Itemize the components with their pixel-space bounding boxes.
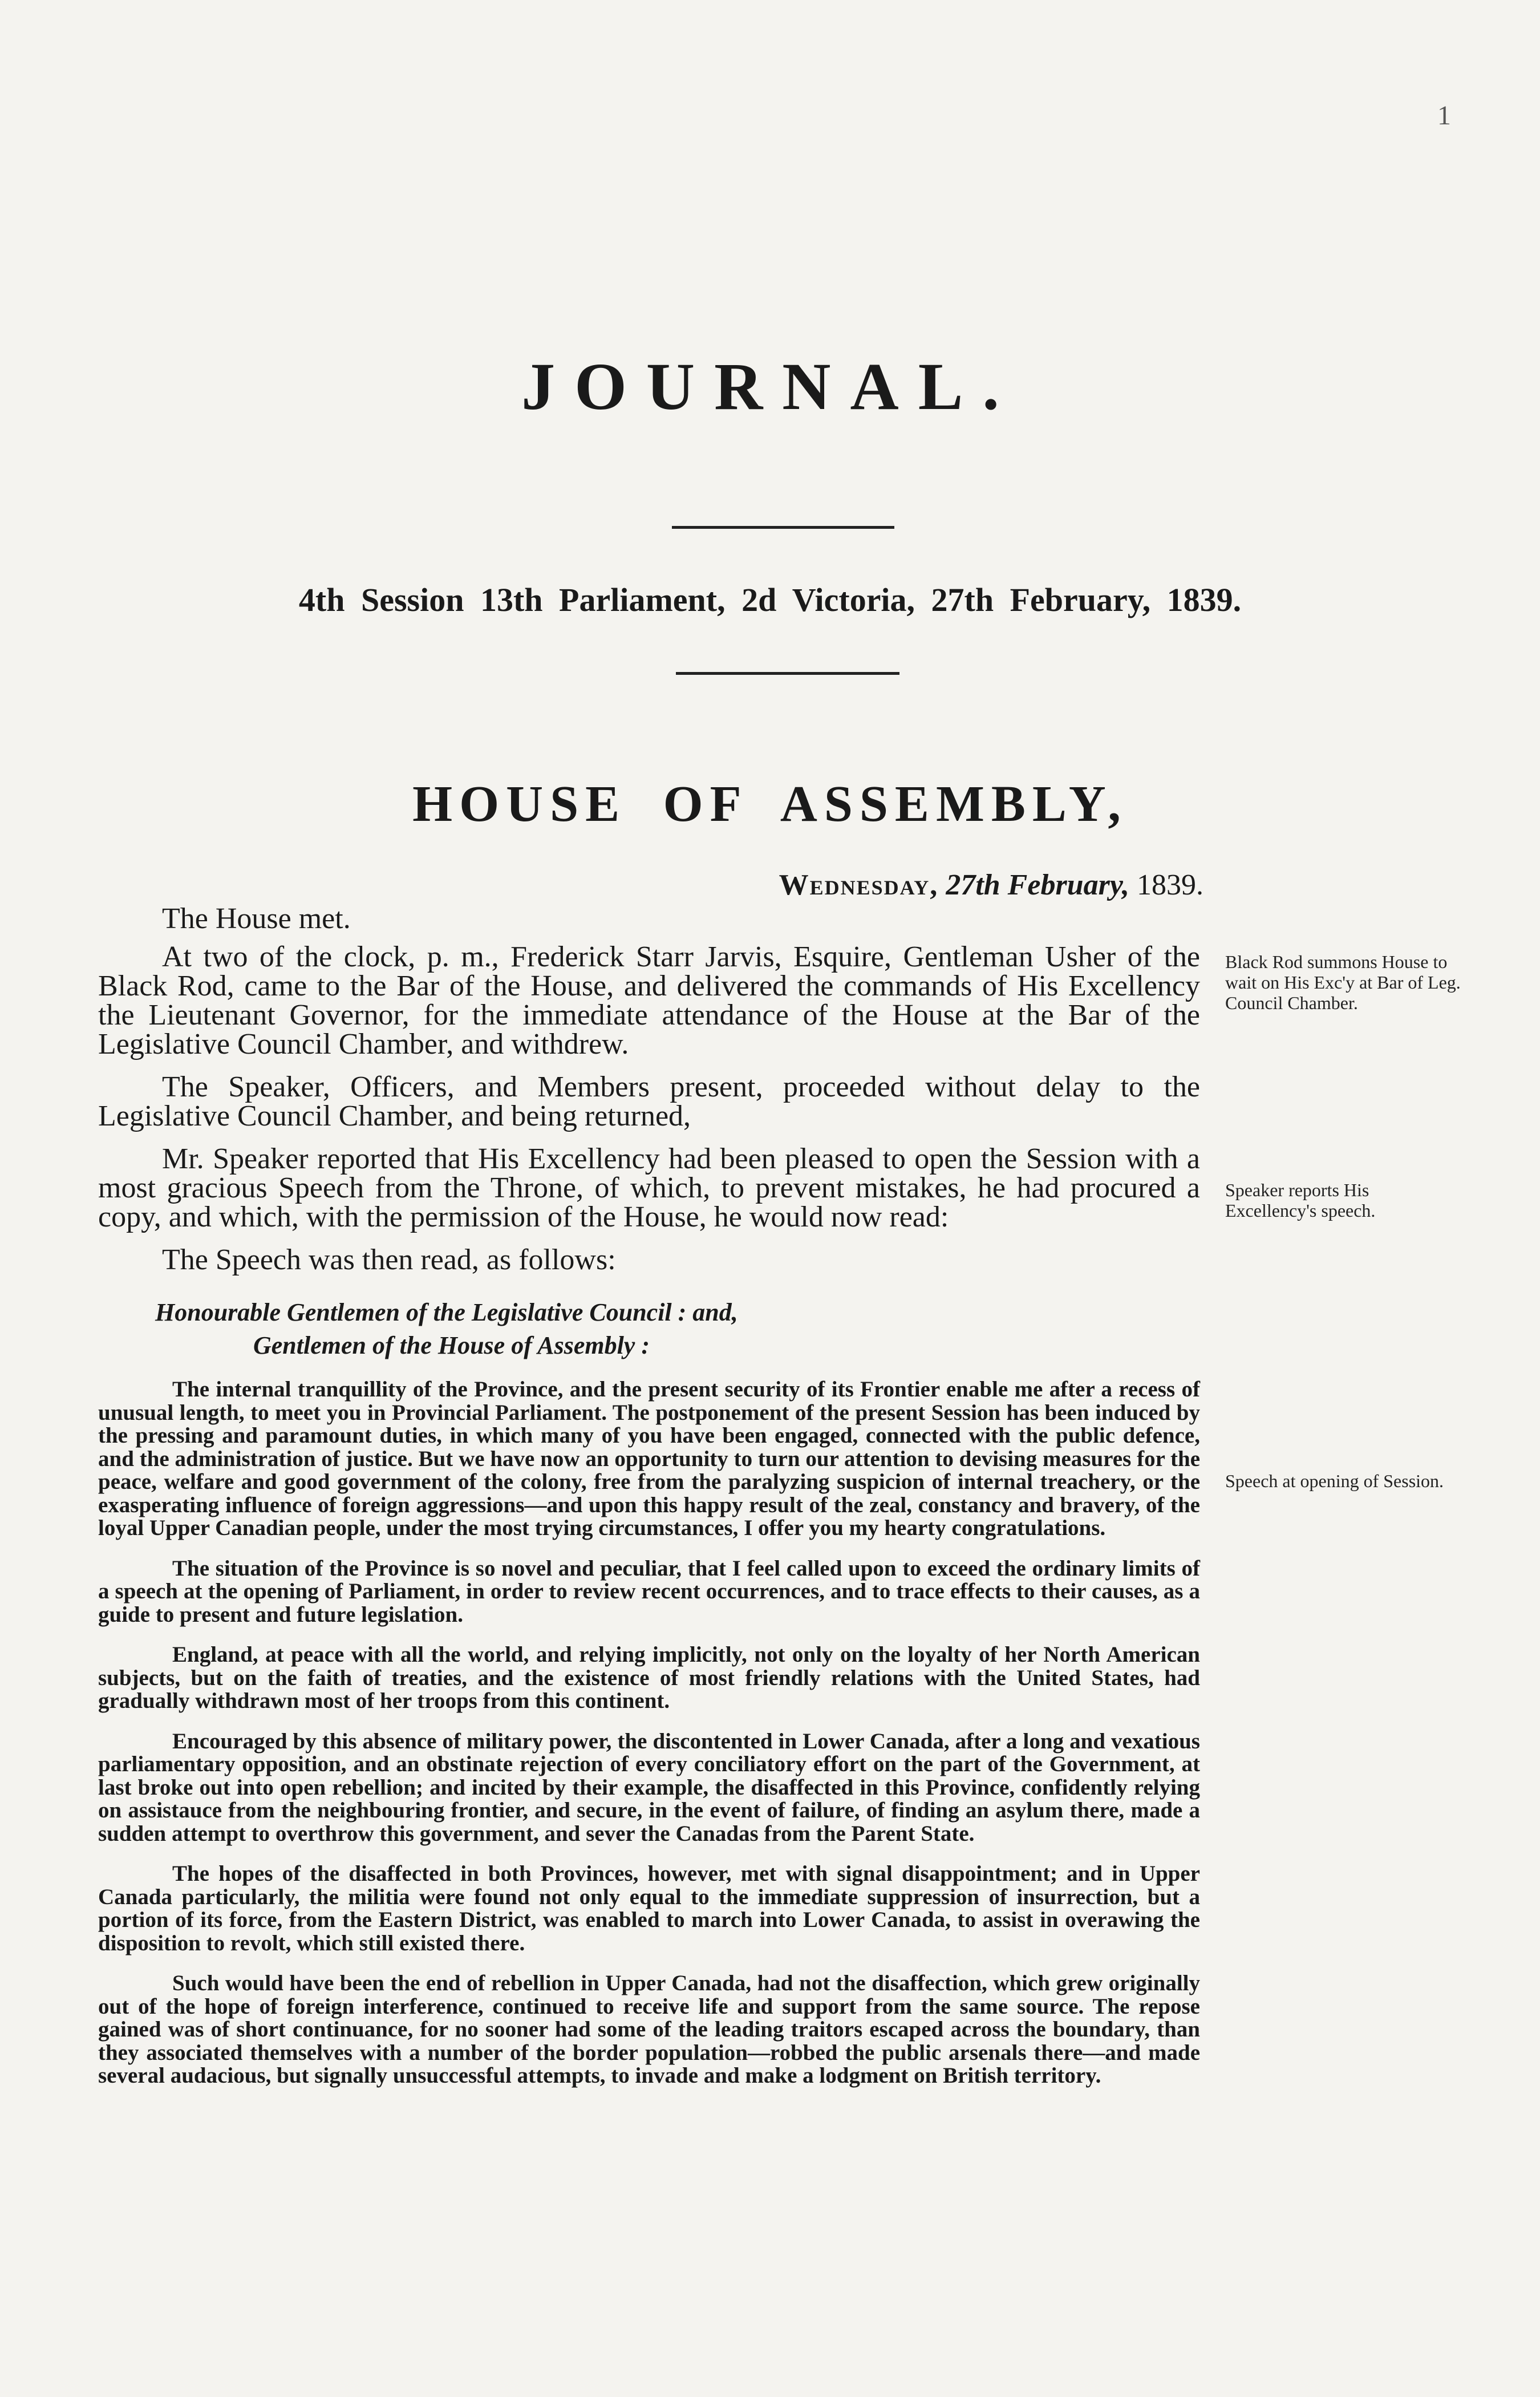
- top-divider: [672, 526, 894, 529]
- speech-address: [98, 1296, 1200, 1362]
- bottom-divider: [676, 672, 899, 675]
- paragraph-black-rod: At two of the clock, p. m., Frederick Starr Jarvis, Esquire, Gentleman Usher of the Black Rod, came to the Bar of the House, and delivered the commands of His Excellency the Lieutenant Governor, for the immediate attendance of the House at the Bar of the Legislative Council Chamber, and withdrew.: [98, 941, 1200, 1060]
- journal-body: [98, 904, 1200, 2105]
- page-number: 1: [1437, 100, 1451, 131]
- date-line: [724, 868, 1203, 902]
- address-line-council: Honourable Gentlemen of the Legislative Council : and,: [155, 1298, 738, 1326]
- paragraph-proceeded: The Speaker, Officers, and Members present, proceeded without delay to the Legislative Council Chamber, and being returned,: [98, 1071, 1200, 1132]
- assembly-title: HOUSE OF ASSEMBLY,: [412, 776, 1128, 832]
- paragraph-speaker-reported: Mr. Speaker reported that His Excellency had been pleased to open the Session with a most gracious Speech from the Throne, of which, to prevent mistakes, he had procured a copy, and which, with the permission of the House, he would now read:: [98, 1143, 1200, 1233]
- session-line: 4th Session 13th Parliament, 2d Victoria, 27th February, 1839.: [298, 581, 1242, 618]
- speech-paragraph: Such would have been the end of rebellion in Upper Canada, had not the disaffection, which grew originally out of the hope of foreign interference, continued to receive life and support from the same source. The repose gained was of short continuance, for no sooner had some of the leading traitors escaped across the boundary, than they associated themselves with a number of the border population—robbed the public arsenals there—and made several audacious, but signally unsuccessful attempts, to invade and make a lodgment on British territory.: [98, 1971, 1200, 2088]
- margin-note-speech-opening: Speech at opening of Session.: [1225, 1471, 1444, 1491]
- speech-paragraph: The hopes of the disaffected in both Provinces, however, met with signal disappointment; and in Upper Canada particularly, the militia were found not only equal to the immediate suppression of insurrection, but a portion of its force, from the Eastern District, was enabled to march into Lower Canada, to assist in overawing the disposition to revolt, which still existed there.: [98, 1861, 1200, 1955]
- paragraph-speech-read: The Speech was then read, as follows:: [162, 1244, 616, 1276]
- date-day-month: 27th February,: [946, 869, 1129, 901]
- speech-paragraph: England, at peace with all the world, and relying implicitly, not only on the loyalty of her North American subjects, but on the faith of treaties, and the existence of most friendly relations with the United States, had gradually withdrawn most of her troops from this continent.: [98, 1642, 1200, 1713]
- speech-paragraph: The internal tranquillity of the Province, and the present security of its Frontier enable me after a recess of unusual length, to meet you in Provincial Parliament. The postponement of the present Session has been induced by the pressing and paramount duties, in which many of you have been engaged, connected with the public defence, and the administration of justice. But we have now an opportunity to turn our attention to devising measures for the peace, welfare and good government of the colony, free from the paralyzing suspicion of internal treachery, or the exasperating influence of foreign aggressions—and upon this happy result of the zeal, constancy and bravery, of the loyal Upper Canadian people, under the most trying circumstances, I offer you my hearty congratulations.: [98, 1377, 1200, 1540]
- speech-paragraph: The situation of the Province is so novel and peculiar, that I feel called upon to exceed the ordinary limits of a speech at the opening of Parliament, in order to review recent occurrences, and to trace effects to their causes, as a guide to present and future legislation.: [98, 1556, 1200, 1627]
- margin-note-black-rod: Black Rod summons House to wait on His Exc'y at Bar of Leg. Council Chamber.: [1225, 951, 1461, 1013]
- journal-title: JOURNAL.: [521, 349, 1019, 424]
- paragraph-house-met: The House met.: [162, 902, 351, 935]
- margin-note-speaker-reports: Speaker reports His Excellency's speech.: [1225, 1180, 1376, 1221]
- date-year: 1839.: [1137, 869, 1203, 901]
- date-weekday: Wednesday,: [779, 869, 939, 901]
- address-line-assembly: Gentlemen of the House of Assembly :: [253, 1331, 650, 1359]
- speech-paragraph: Encouraged by this absence of military power, the discontented in Lower Canada, after a long and vexatious parliamentary opposition, and an obstinate rejection of every conciliatory effort on the part of the Government, at last broke out into open rebellion; and incited by their example, the disaffected in this Province, confidently relying on assistauce from the neighbouring frontier, and secure, in the event of failure, of finding an asylum there, made a sudden attempt to overthrow this government, and sever the Canadas from the Parent State.: [98, 1728, 1200, 1846]
